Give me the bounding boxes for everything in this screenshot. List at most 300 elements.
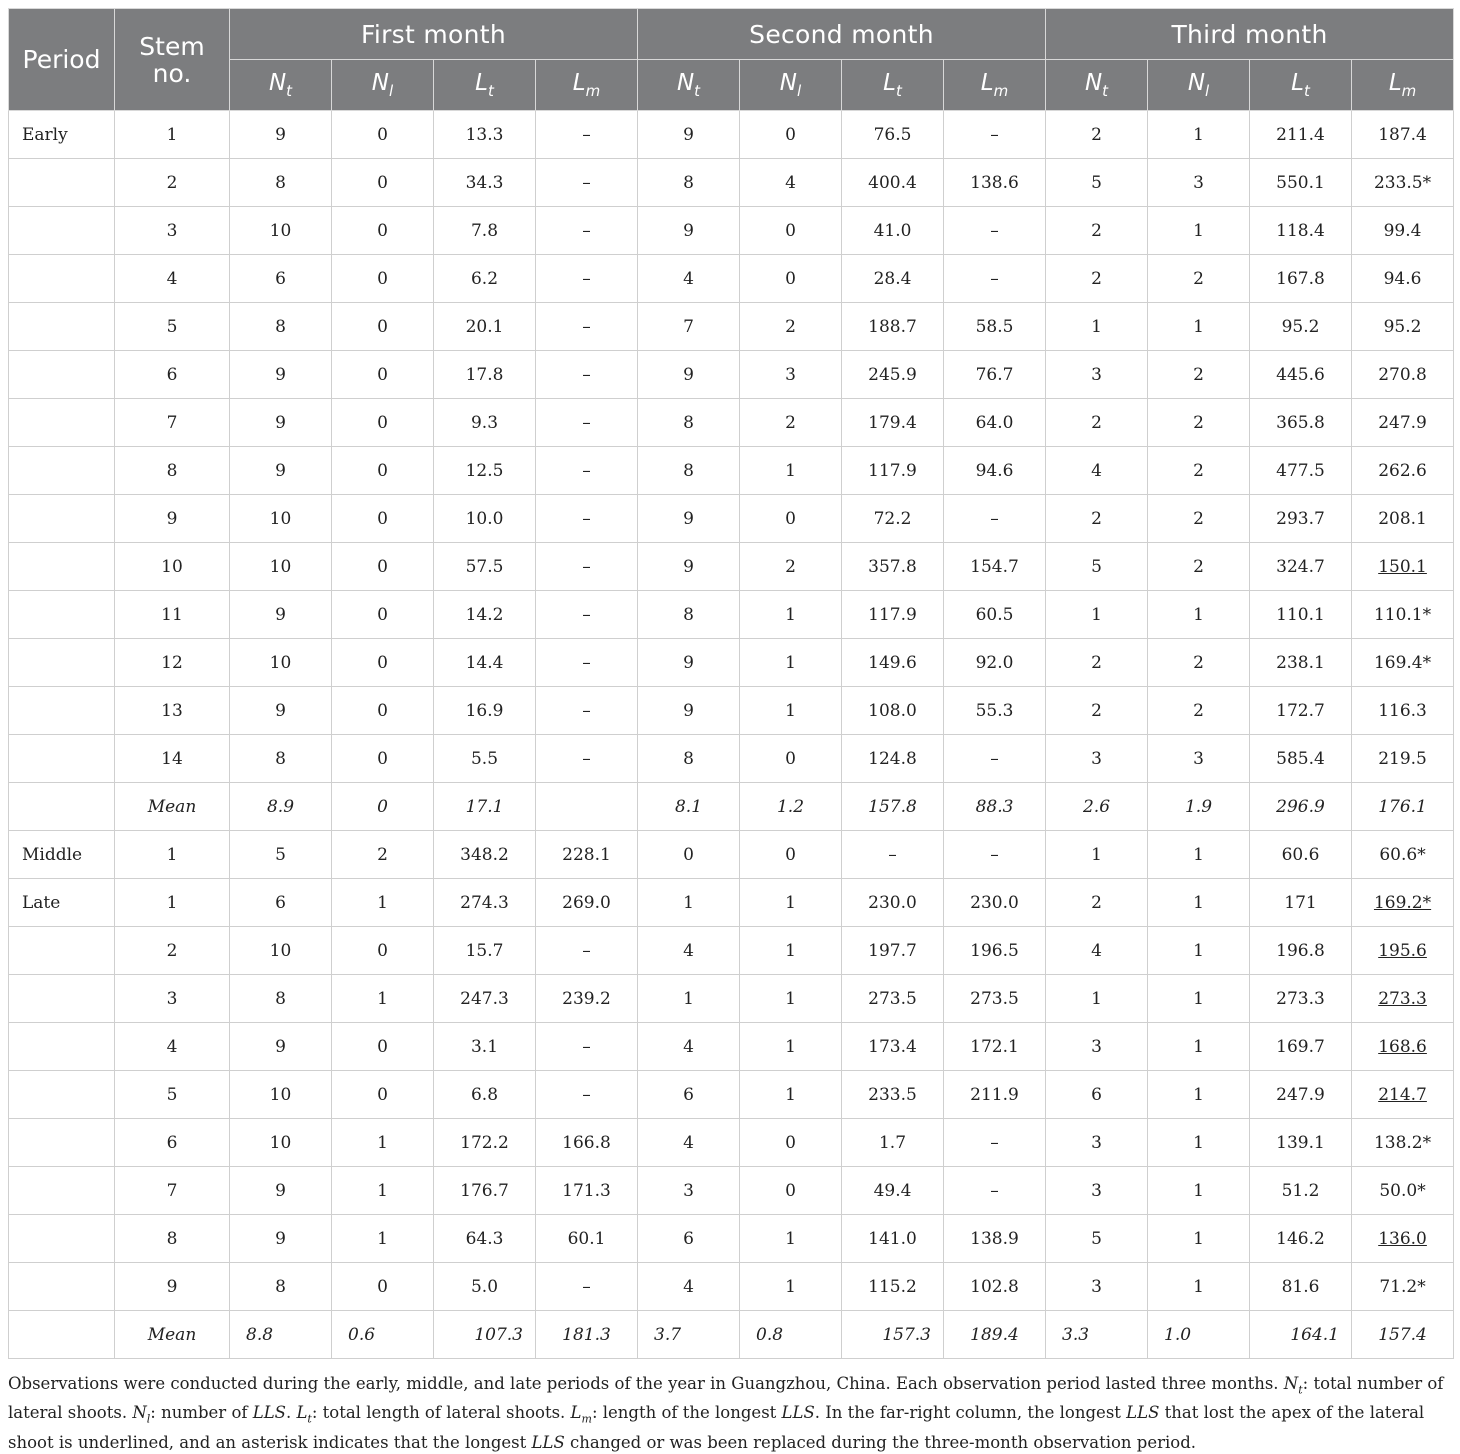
value-cell: 196.8 (1250, 927, 1352, 975)
underlined-value: 214.7 (1378, 1084, 1427, 1105)
value-cell: 6 (1046, 1071, 1148, 1119)
value-cell: 141.0 (842, 1215, 944, 1263)
subheader-lt-month1 (434, 60, 536, 111)
value-cell: 28.4 (842, 255, 944, 303)
value-cell: 108.0 (842, 687, 944, 735)
value-cell: 2.6 (1046, 783, 1148, 831)
value-cell: 173.4 (842, 1023, 944, 1071)
table-row (9, 543, 1454, 591)
value-cell: 9 (230, 351, 332, 399)
value-cell: 1 (1148, 1071, 1250, 1119)
period-cell (9, 447, 115, 495)
stem-no-cell: 5 (115, 303, 230, 351)
value-cell: 102.8 (944, 1263, 1046, 1311)
value-cell: 262.6 (1352, 447, 1454, 495)
value-cell: 3 (1046, 735, 1148, 783)
subheader-symbol: L (883, 70, 896, 96)
value-cell: 0.6 (332, 1311, 434, 1359)
value-cell: 10 (230, 543, 332, 591)
value-cell: 1 (740, 1071, 842, 1119)
subheader-nl-month2 (740, 60, 842, 111)
subheader-symbol: L (980, 70, 994, 96)
value-cell: 2 (1148, 543, 1250, 591)
value-cell: 2 (1148, 447, 1250, 495)
value-cell: 296.9 (1250, 783, 1352, 831)
value-cell: 2 (1046, 495, 1148, 543)
value-cell: 0 (332, 927, 434, 975)
value-cell: 196.5 (944, 927, 1046, 975)
value-cell: 6 (638, 1071, 740, 1119)
underlined-value: 169.2* (1373, 892, 1432, 913)
value-cell: 3 (1046, 1023, 1148, 1071)
stem-no-cell: 10 (115, 543, 230, 591)
stem-no-cell: 9 (115, 495, 230, 543)
value-cell: 8.9 (230, 783, 332, 831)
value-cell: – (944, 1119, 1046, 1167)
value-cell: 273.5 (842, 975, 944, 1023)
abbrev-lls: LLS (531, 1432, 565, 1452)
value-cell: 3 (1148, 735, 1250, 783)
value-cell: 60.6* (1352, 831, 1454, 879)
value-cell: 269.0 (536, 879, 638, 927)
value-cell: 9.3 (434, 399, 536, 447)
value-cell: – (536, 303, 638, 351)
value-cell: 92.0 (944, 639, 1046, 687)
stem-no-cell: 9 (115, 1263, 230, 1311)
stem-no-cell: 1 (115, 831, 230, 879)
value-cell: 20.1 (434, 303, 536, 351)
value-cell: 8 (230, 735, 332, 783)
value-cell: 188.7 (842, 303, 944, 351)
table-row (9, 1023, 1454, 1071)
value-cell: 8 (230, 159, 332, 207)
value-cell: 9 (638, 495, 740, 543)
stem-no-cell: 7 (115, 399, 230, 447)
value-cell: 1 (740, 687, 842, 735)
subheader-lt-month3 (1250, 60, 1352, 111)
table-row (9, 303, 1454, 351)
footnote-text: . In the far-right column, the longest (814, 1403, 1127, 1423)
value-cell: 2 (1046, 687, 1148, 735)
value-cell: 157.3 (842, 1311, 944, 1359)
value-cell: 1 (332, 975, 434, 1023)
value-cell: 1 (332, 1167, 434, 1215)
symbol-nl-sub: l (146, 1412, 151, 1426)
value-cell: 4 (1046, 447, 1148, 495)
subheader-symbol: L (475, 70, 488, 96)
value-cell: 138.2* (1352, 1119, 1454, 1167)
period-cell (9, 735, 115, 783)
value-cell: 117.9 (842, 591, 944, 639)
value-cell: 1 (332, 1215, 434, 1263)
value-cell: 1 (740, 1263, 842, 1311)
table-row (9, 1119, 1454, 1167)
value-cell: 208.1 (1352, 495, 1454, 543)
period-cell (9, 1167, 115, 1215)
value-cell: 0 (740, 1119, 842, 1167)
symbol-lm (570, 1403, 592, 1426)
value-cell: 8 (230, 303, 332, 351)
value-cell: 247.3 (434, 975, 536, 1023)
table-row (9, 687, 1454, 735)
value-cell: 3 (1046, 351, 1148, 399)
value-cell: – (536, 927, 638, 975)
value-cell: 219.5 (1352, 735, 1454, 783)
value-cell: 50.0* (1352, 1167, 1454, 1215)
value-cell (1352, 975, 1454, 1023)
value-cell: 293.7 (1250, 495, 1352, 543)
value-cell: 2 (1148, 495, 1250, 543)
value-cell: 172.1 (944, 1023, 1046, 1071)
subheader-subscript: t (1303, 82, 1310, 100)
period-cell (9, 1215, 115, 1263)
value-cell: 10 (230, 207, 332, 255)
value-cell: 273.3 (1250, 975, 1352, 1023)
value-cell: 164.1 (1250, 1311, 1352, 1359)
period-cell (9, 927, 115, 975)
table-row (9, 1215, 1454, 1263)
period-cell (9, 351, 115, 399)
value-cell: 72.2 (842, 495, 944, 543)
value-cell (1352, 1215, 1454, 1263)
value-cell: 4 (638, 1119, 740, 1167)
value-cell: 1 (740, 1215, 842, 1263)
period-cell (9, 495, 115, 543)
value-cell: 0 (332, 207, 434, 255)
value-cell: 7 (638, 303, 740, 351)
value-cell: – (536, 543, 638, 591)
subheader-symbol: N (676, 70, 695, 96)
subheader-subscript: l (797, 82, 802, 100)
symbol-lm-letter: L (570, 1403, 582, 1423)
underlined-value: 168.6 (1378, 1036, 1427, 1057)
value-cell: 1.9 (1148, 783, 1250, 831)
value-cell: 1 (1046, 975, 1148, 1023)
value-cell: – (536, 159, 638, 207)
value-cell: 57.5 (434, 543, 536, 591)
value-cell: 8 (638, 159, 740, 207)
stem-no-cell: 14 (115, 735, 230, 783)
value-cell: 1 (1148, 927, 1250, 975)
subheader-symbol: N (1084, 70, 1103, 96)
value-cell: 1 (1148, 1023, 1250, 1071)
value-cell: 238.1 (1250, 639, 1352, 687)
subheader-lm-month1 (536, 60, 638, 111)
period-cell (9, 639, 115, 687)
value-cell: 1 (332, 879, 434, 927)
value-cell: 0 (332, 111, 434, 159)
footnote-text: changed or was been replaced during the three-month observation period. (564, 1432, 1197, 1452)
value-cell: 10 (230, 639, 332, 687)
value-cell (1352, 1071, 1454, 1119)
value-cell: 4 (638, 255, 740, 303)
table-row (9, 1167, 1454, 1215)
symbol-nl (132, 1403, 151, 1426)
value-cell: – (536, 1263, 638, 1311)
value-cell: – (536, 1071, 638, 1119)
value-cell: 187.4 (1352, 111, 1454, 159)
value-cell: 2 (332, 831, 434, 879)
value-cell: 9 (230, 591, 332, 639)
value-cell: 1 (1148, 831, 1250, 879)
table-row (9, 255, 1454, 303)
underlined-value: 136.0 (1378, 1228, 1427, 1249)
value-cell: 6 (230, 255, 332, 303)
value-cell: – (944, 735, 1046, 783)
value-cell: 4 (740, 159, 842, 207)
symbol-lm-sub: m (581, 1412, 592, 1426)
value-cell: 0 (332, 255, 434, 303)
value-cell: 166.8 (536, 1119, 638, 1167)
value-cell: 107.3 (434, 1311, 536, 1359)
value-cell: 3 (1046, 1119, 1148, 1167)
symbol-nl-letter: N (132, 1403, 147, 1423)
value-cell: 1 (638, 879, 740, 927)
value-cell: 0 (332, 543, 434, 591)
value-cell: 230.0 (944, 879, 1046, 927)
value-cell: 181.3 (536, 1311, 638, 1359)
value-cell: 41.0 (842, 207, 944, 255)
stem-no-cell: 2 (115, 927, 230, 975)
value-cell: 1 (638, 975, 740, 1023)
stem-no-cell: 1 (115, 879, 230, 927)
value-cell: 34.3 (434, 159, 536, 207)
value-cell: 3 (1046, 1167, 1148, 1215)
value-cell: 585.4 (1250, 735, 1352, 783)
period-cell (9, 1311, 115, 1359)
table-body (9, 111, 1454, 1359)
value-cell: 157.4 (1352, 1311, 1454, 1359)
value-cell: 247.9 (1352, 399, 1454, 447)
value-cell: – (536, 351, 638, 399)
value-cell: 94.6 (1352, 255, 1454, 303)
value-cell: – (536, 639, 638, 687)
table-row (9, 447, 1454, 495)
value-cell: 348.2 (434, 831, 536, 879)
value-cell: 2 (1046, 639, 1148, 687)
value-cell: 13.3 (434, 111, 536, 159)
value-cell: 1 (1046, 831, 1148, 879)
period-cell: Early (9, 111, 115, 159)
value-cell: 171.3 (536, 1167, 638, 1215)
value-cell: 3 (638, 1167, 740, 1215)
underlined-value: 150.1 (1378, 556, 1427, 577)
symbol-lt-sub: t (307, 1412, 312, 1426)
value-cell: 0 (740, 495, 842, 543)
value-cell: 2 (1148, 399, 1250, 447)
value-cell: 247.9 (1250, 1071, 1352, 1119)
value-cell: 1 (1148, 1215, 1250, 1263)
table-row (9, 879, 1454, 927)
value-cell: 2 (740, 543, 842, 591)
period-cell (9, 1071, 115, 1119)
value-cell: 94.6 (944, 447, 1046, 495)
value-cell: 3.1 (434, 1023, 536, 1071)
value-cell: 118.4 (1250, 207, 1352, 255)
value-cell: 550.1 (1250, 159, 1352, 207)
value-cell: – (536, 687, 638, 735)
value-cell: 0 (332, 1071, 434, 1119)
stem-no-cell: 7 (115, 1167, 230, 1215)
value-cell: 0 (332, 495, 434, 543)
value-cell: 139.1 (1250, 1119, 1352, 1167)
value-cell: 6 (638, 1215, 740, 1263)
value-cell: 157.8 (842, 783, 944, 831)
value-cell: 0 (332, 639, 434, 687)
period-cell (9, 687, 115, 735)
value-cell: 0 (332, 159, 434, 207)
value-cell: 4 (1046, 927, 1148, 975)
value-cell: 124.8 (842, 735, 944, 783)
value-cell: 16.9 (434, 687, 536, 735)
value-cell: 1 (1148, 1263, 1250, 1311)
stem-no-cell: 1 (115, 111, 230, 159)
value-cell: 81.6 (1250, 1263, 1352, 1311)
value-cell: 273.5 (944, 975, 1046, 1023)
value-cell: 0 (332, 591, 434, 639)
value-cell: 64.0 (944, 399, 1046, 447)
value-cell: 7.8 (434, 207, 536, 255)
abbrev-lls: LLS (252, 1403, 286, 1423)
value-cell (1352, 543, 1454, 591)
value-cell: 2 (1148, 687, 1250, 735)
value-cell: 8 (638, 399, 740, 447)
value-cell: 2 (740, 303, 842, 351)
value-cell: 1 (740, 639, 842, 687)
value-cell: 365.8 (1250, 399, 1352, 447)
value-cell: 60.6 (1250, 831, 1352, 879)
value-cell: 324.7 (1250, 543, 1352, 591)
value-cell: 9 (638, 111, 740, 159)
stem-no-cell: 5 (115, 1071, 230, 1119)
table-row (9, 399, 1454, 447)
subheader-subscript: l (389, 82, 394, 100)
table-row (9, 111, 1454, 159)
value-cell: 1 (1046, 303, 1148, 351)
value-cell: 9 (230, 111, 332, 159)
value-cell: 1 (740, 927, 842, 975)
value-cell: 6.2 (434, 255, 536, 303)
value-cell: 10 (230, 1119, 332, 1167)
subheader-lm-month3 (1352, 60, 1454, 111)
underlined-value: 195.6 (1378, 940, 1427, 961)
table-row (9, 159, 1454, 207)
table-row (9, 495, 1454, 543)
value-cell: 9 (638, 543, 740, 591)
subheader-lt-month2 (842, 60, 944, 111)
subheader-symbol: N (371, 70, 390, 96)
subheader-nt-month1 (230, 60, 332, 111)
subheader-nl-month1 (332, 60, 434, 111)
underlined-value: 273.3 (1378, 988, 1427, 1009)
table-row (9, 1263, 1454, 1311)
value-cell: 1 (1046, 591, 1148, 639)
value-cell: 2 (1148, 255, 1250, 303)
value-cell: 0 (740, 1167, 842, 1215)
subheader-lm-month2 (944, 60, 1046, 111)
value-cell: 8 (638, 735, 740, 783)
value-cell: – (842, 831, 944, 879)
value-cell (1352, 927, 1454, 975)
value-cell: – (536, 447, 638, 495)
value-cell: 55.3 (944, 687, 1046, 735)
value-cell: – (536, 399, 638, 447)
value-cell: 172.2 (434, 1119, 536, 1167)
value-cell: 8 (230, 1263, 332, 1311)
mean-label: Mean (115, 783, 230, 831)
value-cell: 172.7 (1250, 687, 1352, 735)
value-cell (1352, 1023, 1454, 1071)
value-cell: 3 (1046, 1263, 1148, 1311)
subheader-subscript: m (585, 82, 601, 100)
value-cell: – (944, 495, 1046, 543)
value-cell: 5 (1046, 159, 1148, 207)
value-cell: 3 (1148, 159, 1250, 207)
mean-row (9, 783, 1454, 831)
stem-no-cell: 6 (115, 351, 230, 399)
subheader-symbol: L (1291, 70, 1304, 96)
table-row (9, 1071, 1454, 1119)
period-cell (9, 591, 115, 639)
stem-no-cell: 4 (115, 1023, 230, 1071)
value-cell: 0 (740, 735, 842, 783)
value-cell: 14.4 (434, 639, 536, 687)
value-cell: 0 (332, 1023, 434, 1071)
value-cell: 357.8 (842, 543, 944, 591)
value-cell: 138.9 (944, 1215, 1046, 1263)
value-cell: 14.2 (434, 591, 536, 639)
value-cell: 1 (740, 1023, 842, 1071)
value-cell: 3 (740, 351, 842, 399)
value-cell: 3.7 (638, 1311, 740, 1359)
value-cell: 2 (1148, 351, 1250, 399)
value-cell: 270.8 (1352, 351, 1454, 399)
value-cell: 400.4 (842, 159, 944, 207)
symbol-lt-letter: L (296, 1403, 308, 1423)
period-cell (9, 1119, 115, 1167)
subheader-subscript: t (1102, 82, 1109, 100)
table-footnote (8, 1372, 1452, 1454)
stem-no-cell: 13 (115, 687, 230, 735)
value-cell: 1.7 (842, 1119, 944, 1167)
value-cell: – (944, 207, 1046, 255)
value-cell: 0 (332, 1263, 434, 1311)
value-cell: 2 (1046, 111, 1148, 159)
footnote-text: that lost the apex of the lateral shoot is underlined, and an asterisk indicates that the longest (8, 1403, 1425, 1452)
value-cell: 8.1 (638, 783, 740, 831)
abbrev-lls: LLS (781, 1403, 815, 1423)
value-cell: 10.0 (434, 495, 536, 543)
value-cell: 10 (230, 495, 332, 543)
value-cell: 115.2 (842, 1263, 944, 1311)
subheader-symbol: L (1388, 70, 1402, 96)
value-cell: 49.4 (842, 1167, 944, 1215)
period-cell (9, 303, 115, 351)
subheader-symbol: L (572, 70, 586, 96)
value-cell: – (944, 831, 1046, 879)
period-cell (9, 159, 115, 207)
header-second-month: Second month (638, 9, 1046, 60)
value-cell: 10 (230, 1071, 332, 1119)
value-cell: 10 (230, 927, 332, 975)
value-cell: 76.5 (842, 111, 944, 159)
period-cell (9, 543, 115, 591)
value-cell: 0 (332, 303, 434, 351)
value-cell: 1 (740, 591, 842, 639)
value-cell: 60.1 (536, 1215, 638, 1263)
value-cell: 9 (230, 1167, 332, 1215)
value-cell: 5 (1046, 1215, 1148, 1263)
